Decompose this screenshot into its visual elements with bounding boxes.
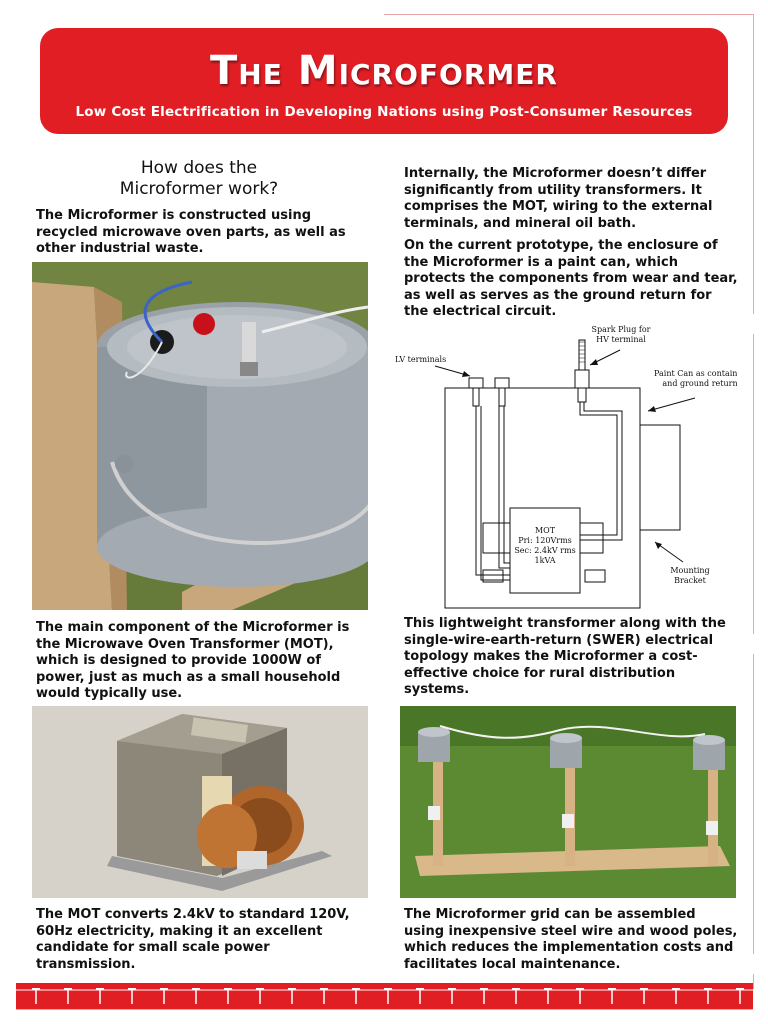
pole-post-icon bbox=[227, 988, 229, 1004]
frame-line-top bbox=[384, 14, 754, 15]
label-mounting-1: Mounting bbox=[670, 566, 710, 575]
pole-post-icon bbox=[259, 988, 261, 1004]
label-paint-can-2: and ground return bbox=[662, 379, 737, 388]
pole-post-icon bbox=[675, 988, 677, 1004]
label-mounting-2: Bracket bbox=[674, 576, 706, 585]
paint-can-photo bbox=[32, 262, 368, 610]
swer-paragraph: This lightweight transformer along with the single-wire-earth-return (SWER) electrical topology makes the Microformer a cost-effective choice for rural distribution systems. bbox=[404, 616, 726, 697]
pole-post-icon bbox=[387, 988, 389, 1004]
page-title: The Microformer bbox=[210, 48, 558, 94]
pole-post-icon bbox=[483, 988, 485, 1004]
header-banner bbox=[40, 28, 728, 134]
label-paint-can-1: Paint Can as container bbox=[654, 369, 737, 378]
pole-post-icon bbox=[67, 988, 69, 1004]
label-lv-terminals: LV terminals bbox=[395, 355, 447, 364]
pole-post-icon bbox=[643, 988, 645, 1004]
section-heading bbox=[40, 158, 358, 200]
footer-border bbox=[16, 1009, 753, 1010]
pole-post-icon bbox=[291, 988, 293, 1004]
enclosure-paragraph: On the current prototype, the enclosure of the Microformer is a paint can, which protects the components from wear and tear, as well as serves as the ground return for the electrical circuit. bbox=[404, 238, 738, 319]
convert-paragraph: The MOT converts 2.4kV to standard 120V, 60Hz electricity, making it an excellent candidate for small scale power transmission. bbox=[36, 907, 350, 972]
pole-post-icon bbox=[355, 988, 357, 1004]
pole-post-icon bbox=[739, 988, 741, 1004]
pole-post-icon bbox=[131, 988, 133, 1004]
label-spark-plug-2: HV terminal bbox=[596, 335, 646, 344]
label-kva: 1kVA bbox=[534, 556, 556, 565]
pole-post-icon bbox=[579, 988, 581, 1004]
label-pri: Pri: 120Vrms bbox=[518, 536, 572, 545]
page-subtitle: Low Cost Electrification in Developing Nations using Post-Consumer Resources bbox=[75, 104, 693, 120]
pole-post-icon bbox=[35, 988, 37, 1004]
pole-post-icon bbox=[547, 988, 549, 1004]
pole-post-icon bbox=[323, 988, 325, 1004]
label-sec: Sec: 2.4kV rms bbox=[514, 546, 576, 555]
label-mot: MOT bbox=[534, 526, 556, 535]
pole-post-icon bbox=[99, 988, 101, 1004]
mot-photo bbox=[32, 706, 368, 898]
frame-line-right bbox=[753, 14, 754, 989]
pole-post-icon bbox=[611, 988, 613, 1004]
pole-post-icon bbox=[707, 988, 709, 1004]
transformer-diagram bbox=[395, 320, 737, 610]
pole-post-icon bbox=[419, 988, 421, 1004]
internal-paragraph: Internally, the Microformer doesn’t differ significantly from utility transformers. It comprises the MOT, wiring to the external terminals, and mineral oil bath. bbox=[404, 166, 713, 231]
pole-post-icon bbox=[195, 988, 197, 1004]
mot-paragraph: The main component of the Microformer is the Microwave Oven Transformer (MOT), which is designed to provide 1000W of power, just as much as a small household would typically use. bbox=[36, 620, 350, 701]
pole-post-icon bbox=[163, 988, 165, 1004]
label-spark-plug-1: Spark Plug for bbox=[591, 325, 651, 334]
microformer-grid-photo bbox=[400, 706, 736, 898]
footer-band bbox=[16, 983, 753, 1009]
pole-post-icon bbox=[451, 988, 453, 1004]
heading-line-2: Microformer work? bbox=[119, 179, 279, 199]
heading-line-1: How does the bbox=[140, 158, 258, 178]
intro-paragraph: The Microformer is constructed using recycled microwave oven parts, as well as other industrial waste. bbox=[36, 208, 346, 256]
grid-paragraph: The Microformer grid can be assembled using inexpensive steel wire and wood poles, which reduces the implementation costs and facilitates local maintenance. bbox=[404, 907, 738, 972]
pole-post-icon bbox=[515, 988, 517, 1004]
